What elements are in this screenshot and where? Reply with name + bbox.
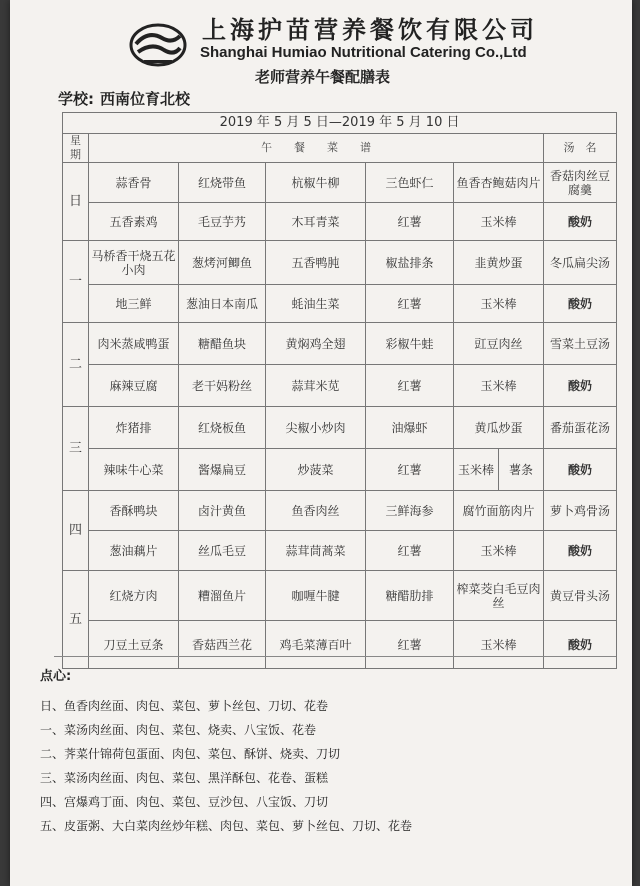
dish-cell: 彩椒牛蛙 <box>366 323 454 365</box>
dish-cell: 鱼香杏鲍菇肉片 <box>454 163 544 203</box>
document-title: 老师营养午餐配膳表 <box>255 68 391 86</box>
dish-cell: 薯条 <box>499 449 544 491</box>
drink-cell: 酸奶 <box>544 449 617 491</box>
dish-cell: 炒菠菜 <box>266 449 366 491</box>
weekday-cell: 四 <box>63 491 89 571</box>
dish-cell: 椒盐排条 <box>366 241 454 285</box>
dish-cell: 香酥鸭块 <box>89 491 179 531</box>
dish-cell: 咖喱牛腱 <box>266 571 366 621</box>
menu-row <box>63 163 617 203</box>
dish-cell: 红薯 <box>366 621 454 669</box>
menu-row <box>63 241 617 285</box>
dish-cell: 蒜茸米苋 <box>266 365 366 407</box>
dish-cell: 葱烤河鲫鱼 <box>179 241 266 285</box>
school-label: 学校: <box>58 90 94 108</box>
dish-cell: 辣味牛心菜 <box>89 449 179 491</box>
menu-row <box>63 203 617 241</box>
dish-cell: 杭椒牛柳 <box>266 163 366 203</box>
menu-row <box>63 407 617 449</box>
drink-cell: 酸奶 <box>544 365 617 407</box>
letterhead <box>10 0 632 100</box>
menu-row <box>63 491 617 531</box>
dish-cell: 糖醋鱼块 <box>179 323 266 365</box>
menu-row <box>63 365 617 407</box>
soup-cell: 番茄蛋花汤 <box>544 407 617 449</box>
snack-line: 五、皮蛋粥、大白菜肉丝炒年糕、肉包、菜包、萝卜丝包、刀切、花卷 <box>40 819 413 833</box>
weekday-cell: 五 <box>63 571 89 669</box>
dish-cell: 红薯 <box>366 285 454 323</box>
snacks-title: 点心: <box>40 669 72 684</box>
drink-cell: 酸奶 <box>544 203 617 241</box>
dish-cell: 三鲜海参 <box>366 491 454 531</box>
dish-cell: 红烧板鱼 <box>179 407 266 449</box>
snacks-section <box>40 665 620 838</box>
dish-cell: 老干妈粉丝 <box>179 365 266 407</box>
drink-cell: 酸奶 <box>544 621 617 669</box>
dish-cell: 玉米棒 <box>454 285 544 323</box>
snack-line: 三、菜汤肉丝面、肉包、菜包、黑洋酥包、花卷、蛋糕 <box>40 771 329 785</box>
soup-cell: 香菇肉丝豆腐羹 <box>544 163 617 203</box>
dish-cell: 尖椒小炒肉 <box>266 407 366 449</box>
col-header-weekday: 星期 <box>63 134 89 163</box>
dish-cell: 糖醋肋排 <box>366 571 454 621</box>
dish-cell: 葱油藕片 <box>89 531 179 571</box>
dish-cell: 鸡毛菜薄百叶 <box>266 621 366 669</box>
soup-cell: 萝卜鸡骨汤 <box>544 491 617 531</box>
dish-cell: 玉米棒 <box>454 449 499 491</box>
dish-cell: 木耳青菜 <box>266 203 366 241</box>
dish-cell: 肉米蒸咸鸭蛋 <box>89 323 179 365</box>
dish-cell: 蒜茸茼蒿菜 <box>266 531 366 571</box>
snack-line: 日、鱼香肉丝面、肉包、菜包、萝卜丝包、刀切、花卷 <box>40 699 329 713</box>
dish-cell: 韭黄炒蛋 <box>454 241 544 285</box>
humiao-logo-icon <box>128 20 188 70</box>
dish-cell: 丝瓜毛豆 <box>179 531 266 571</box>
weekday-cell: 二 <box>63 323 89 407</box>
dish-cell: 香菇西兰花 <box>179 621 266 669</box>
dish-cell: 三色虾仁 <box>366 163 454 203</box>
col-header-soup: 汤 名 <box>544 134 617 163</box>
dish-cell: 葱油日本南瓜 <box>179 285 266 323</box>
dish-cell: 红烧方肉 <box>89 571 179 621</box>
school-line <box>58 88 190 109</box>
dish-cell: 榨菜茭白毛豆肉丝 <box>454 571 544 621</box>
dish-cell: 玉米棒 <box>454 203 544 241</box>
dish-cell: 油爆虾 <box>366 407 454 449</box>
dish-cell: 红烧带鱼 <box>179 163 266 203</box>
drink-cell: 酸奶 <box>544 285 617 323</box>
weekday-cell: 日 <box>63 163 89 241</box>
dish-cell: 炸猪排 <box>89 407 179 449</box>
divider <box>54 656 616 657</box>
col-header-lunch: 午 餐 菜 谱 <box>89 134 544 163</box>
menu-row <box>63 449 617 491</box>
dish-cell: 麻辣豆腐 <box>89 365 179 407</box>
dish-cell: 腐竹面筋肉片 <box>454 491 544 531</box>
weekday-cell: 三 <box>63 407 89 491</box>
dish-cell: 糟溜鱼片 <box>179 571 266 621</box>
menu-row <box>63 571 617 621</box>
snack-line: 二、荠菜什锦荷包蛋面、肉包、菜包、酥饼、烧卖、刀切 <box>40 747 341 761</box>
menu-row <box>63 285 617 323</box>
menu-row <box>63 621 617 669</box>
dish-cell: 马桥香干烧五花小肉 <box>89 241 179 285</box>
dish-cell: 蚝油生菜 <box>266 285 366 323</box>
dish-cell: 豇豆肉丝 <box>454 323 544 365</box>
dish-cell: 黄焖鸡全翅 <box>266 323 366 365</box>
dish-cell: 蒜香骨 <box>89 163 179 203</box>
soup-cell: 黄豆骨头汤 <box>544 571 617 621</box>
dish-cell: 红薯 <box>366 449 454 491</box>
soup-cell: 冬瓜扁尖汤 <box>544 241 617 285</box>
dish-cell: 五香素鸡 <box>89 203 179 241</box>
dish-cell: 五香鸭肫 <box>266 241 366 285</box>
dish-cell: 地三鲜 <box>89 285 179 323</box>
soup-cell: 雪菜土豆汤 <box>544 323 617 365</box>
dish-cell: 酱爆扁豆 <box>179 449 266 491</box>
company-name-en: Shanghai Humiao Nutritional Catering Co.,Ltd <box>200 44 527 61</box>
lunch-menu-table <box>62 112 617 669</box>
weekday-cell: 一 <box>63 241 89 323</box>
dish-cell: 鱼香肉丝 <box>266 491 366 531</box>
dish-cell: 玉米棒 <box>454 365 544 407</box>
snack-line: 一、菜汤肉丝面、肉包、菜包、烧卖、八宝饭、花卷 <box>40 723 317 737</box>
company-name-cn: 上海护苗营养餐饮有限公司 <box>202 15 538 44</box>
menu-row <box>63 323 617 365</box>
menu-sheet <box>10 0 632 886</box>
snack-line: 四、宫爆鸡丁面、肉包、菜包、豆沙包、八宝饭、刀切 <box>40 795 329 809</box>
dish-cell: 黄瓜炒蛋 <box>454 407 544 449</box>
dish-cell: 玉米棒 <box>454 531 544 571</box>
date-range: 2019 年 5 月 5 日—2019 年 5 月 10 日 <box>63 113 617 134</box>
dish-cell: 红薯 <box>366 203 454 241</box>
dish-cell: 刀豆土豆条 <box>89 621 179 669</box>
drink-cell: 酸奶 <box>544 531 617 571</box>
dish-cell: 红薯 <box>366 531 454 571</box>
menu-row <box>63 531 617 571</box>
school-name: 西南位育北校 <box>100 90 191 108</box>
dish-cell: 玉米棒 <box>454 621 544 669</box>
dish-cell: 毛豆芋艿 <box>179 203 266 241</box>
dish-cell: 卤汁黄鱼 <box>179 491 266 531</box>
dish-cell: 红薯 <box>366 365 454 407</box>
